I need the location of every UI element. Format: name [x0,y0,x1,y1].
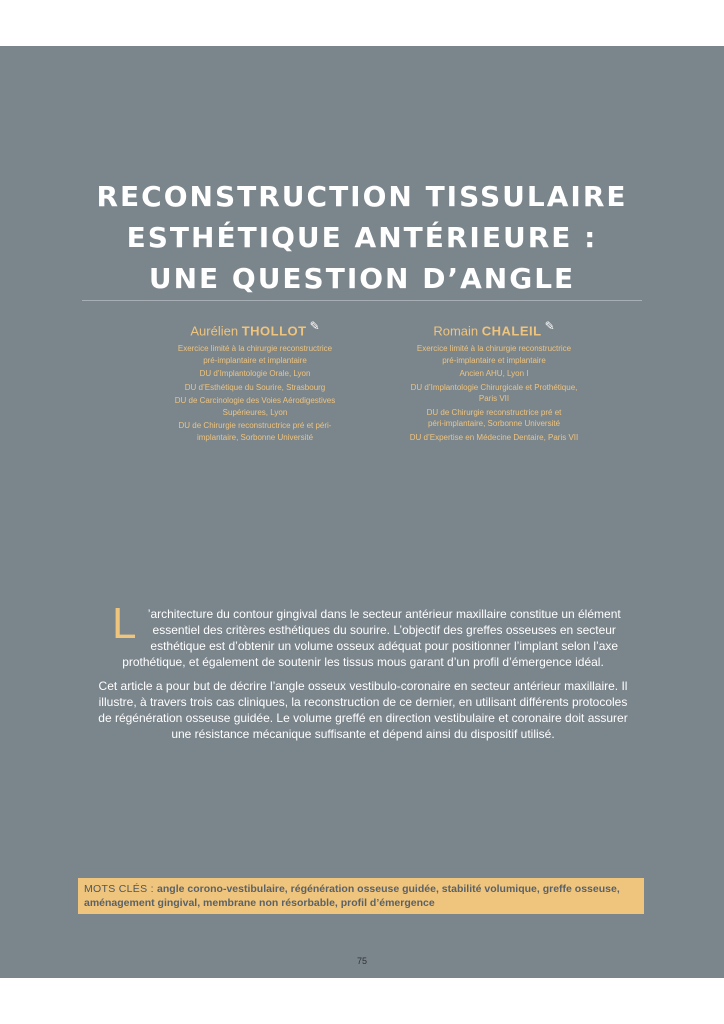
title-divider [82,300,642,301]
page-number: 75 [356,956,367,966]
contact-icon: ✎ [544,319,555,333]
abstract [98,599,628,750]
title-line-3: UNE QUESTION D’ANGLE [148,262,576,295]
article-title [0,176,724,299]
contact-icon: ✎ [309,319,320,333]
keywords-label: MOTS CLÉS : [84,883,158,895]
abstract-paragraph-1: L ’architecture du contour gingival dans le secteur antérieur maxillaire constitue un élément essentiel des critères esthétiques du sourire. L’objectif des greffes osseuses en secteur esthétique est d’obtenir un volume osseux adéquat pour positionner l’implant selon l’axe prothétique, et également de soutenir les tissus mous garant d’un profil d’émergence idéal. [112,599,621,669]
keywords-terms: angle corono-vestibulaire, régénération osseuse guidée, stabilité volumique, greffe osseuse, aménagement gingival, membrane non résorbable, profil d’émergence [84,883,620,909]
dropcap: L [112,599,137,648]
title-line-1: RECONSTRUCTION TISSULAIRE [96,180,628,213]
author-block-chaleil [382,318,606,443]
author-block-thollot [140,318,370,443]
author-credentials: Exercice limité à la chirurgie reconstructrice pré-implantaire et implantaire Ancien AHU, Lyon I DU d’Implantologie Chirurgicale et Prothétique, Paris VII DU de Chirurgie reconstructrice pré et péri-implantaire, Sorbonne Université DU d’Expertise en Médecine Dentaire, Paris VII [409,344,579,442]
author-name: Aurélien THOLLOT ✎ [190,319,320,339]
abstract-paragraph-2: Cet article a pour but de décrire l’angle osseux vestibulo-coronaire en secteur antérieur maxillaire. Il illustre, à travers trois cas cliniques, la reconstruction de ce dernier, en utilisant différents protocoles de régénération osseuse guidée. Le volume greffé en direction vestibulaire et coronaire doit assurer une résistance mécanique suffisante et dépend ainsi du dispositif utilisé. [98,679,628,741]
keywords-box [78,878,644,914]
author-name: Romain CHALEIL ✎ [433,319,555,339]
title-line-2: ESTHÉTIQUE ANTÉRIEURE : [126,221,598,254]
author-credentials: Exercice limité à la chirurgie reconstructrice pré-implantaire et implantaire DU d’Implantologie Orale, Lyon DU d’Esthétique du Sourire, Strasbourg DU de Carcinologie des Voies Aérodigestives Supérieures, Lyon DU de Chirurgie reconstructrice pré et péri- implantaire, Sorbonne Université [174,344,336,442]
